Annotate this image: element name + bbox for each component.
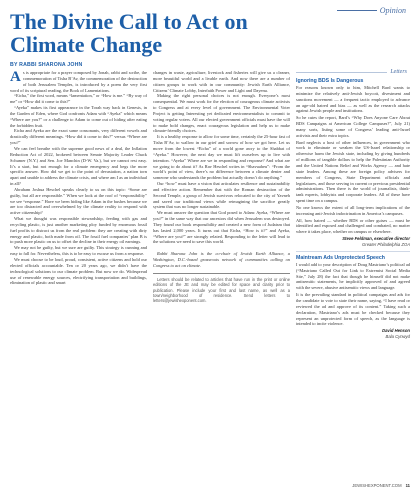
letters-column — [296, 78, 410, 339]
article-paragraph: As is appropriate for a prayer composed by Jonah, rabbi and scribe, the commemoration of Tisha B’Av, the commemoration of the destruction of both Jerusalem Temples, is introduced by a poem the very first word of its scriptural reading, the Book of Lamentations. — [10, 69, 147, 93]
letter-signature — [296, 328, 410, 339]
letter — [296, 255, 410, 339]
letter-paragraph: No one knows the extent of all long-term implications of the increasing anti-Jewish indoctrination in America’s campuses. — [296, 204, 410, 216]
letter-paragraph: It is the prevailing standard in political campaigns and ads for the candidate to vote to state their name, saying, “I have read or reviewed the ad and approve of its content.” Taking such a declaration, Mastriano’s ads must be checked because they represent an unprotected form of speech, as the language is intended to incite violence. — [296, 292, 410, 327]
article-column-2 — [153, 70, 290, 304]
page-number: 11 — [405, 483, 410, 488]
footer-site: JEWISHEXPONENT.COM — [352, 483, 402, 488]
letter-paragraph: I would add to your description of Doug Mastriano’s political ad (“Mastriano Called Out for Link to Extremist Social Media Site,” July 28) the fact that though he himself did not make antisemitic statements, he implicitly approved of and agreed with the severe, abusive antisemitic views and language. — [296, 261, 410, 291]
divider — [296, 72, 387, 73]
article-paragraph: We must answer the question that God posed to Adam: Ayeka, “Where are you?” in the same way that our ancestors did when Jerusalem was destroyed. They found our book responsibility and created a new form of Judaism that has lasted 2,000 years. It turns out that Eicha, “How is it?” and Ayeka, “Where are you?” are strongly related. Responding to the letter will lead to the solutions we need to save this world. — [153, 210, 290, 245]
letters-policy-note: Letters should be related to articles that have run in the print or online editions of the JE and may be edited for space and clarity prior to publication. Please include your first and last name, as well as a town/neighborhood of residence. Send letters to letters@jewishexponent.com. — [153, 276, 290, 304]
divider — [296, 251, 410, 252]
letter-paragraph: So he cutes the report, Bard’s “Why Does Anyone Care About BDS Campaigns at American College Campuses?”, July 21) many sorts, listing some of Congress’ leading anti-Israel activists and their extra topics. — [296, 115, 410, 138]
letter-signature — [296, 236, 410, 247]
section-tag — [337, 6, 406, 15]
letter-paragraph: For reasons known only to him, Mitchell Bard wants to minimize the relatively anti-Jewish boycott, divestment and sanctions movement — a frequent tactic employed to advance an age-old hatred and bias — as well as the research attacks against Jewish people and institutions. — [296, 85, 410, 114]
section-tag-rule — [337, 10, 377, 11]
article-paragraph: “Eicha,” the first word, means “lamentation,” or “How is me.” “By way of me” or “How did it come to this?” — [10, 93, 147, 105]
article-paragraph: changes in waste, agriculture, livestock and fisheries will give us a cleaner, more beautiful world and a livable earth. And now there are a number of citizen groups to work with in our community: Jewish Earth Alliance, Citizens’ Climate Lobby, Interfaith Power and Light and Dayenu. — [153, 70, 290, 93]
letter-heading: Maintream Ads Unprotected Speech — [296, 254, 385, 261]
article-paragraph: Eicha and Ayeka are the exact same consonants, very different vowels and drastically different meanings. “How did it come to this?” versus “Where are you?” — [10, 128, 147, 146]
letter-location: Bala Cynwyd — [385, 333, 410, 339]
article-paragraph: What we thought was responsible stewardship, feeding with gas and recycling plastic, is just another marketing ploy funded by enormous fossil fuel profits to distract us from the real problem: they are creating with dirty energy and plastic, both made from oil. The fossil fuel companies’ plan B is to push more plastic on us to offset the decline in their energy oil earnings. — [10, 216, 147, 245]
letter-heading: Ignoring BDS Is Dangerous — [296, 78, 364, 84]
letter-paragraph: All, how hatred — whether BDS or other guises — must be identified and exposed and challenged and combated, no matter where it takes place, whether on campus or elsewhere. — [296, 217, 410, 235]
byline: BY RABBI SHARONA JOHN — [10, 62, 83, 68]
article-paragraph: We may not be guilty, but we sure are guilty. This strategy is cunning and easy to fall for. Nevertheless, this is to be easy to excuse us from a response. — [10, 245, 147, 257]
letters-header — [296, 69, 410, 75]
letter-location: Greater Philadelphia ZOA — [362, 241, 410, 247]
article-paragraph: Making the right personal choices is not enough. Everyone’s most consequential. We must work for the election of courageous climate activists to Congress and at every level of government. The Environmental Voter Project is getting Interesting yet dedicated environmentalists to commit to voting regular voters. All our elected government officials must have the will to make bold changes, enact courageous legislation and help us to make climate-friendly choices. — [153, 93, 290, 134]
author-bio: Rabbi Sharona John is the co-chair of Jewish Earth Alliance, a Washington, D.C.-based grassroots network of communities calling on Congress to act on climate. — [153, 251, 290, 268]
page-footer — [296, 483, 410, 488]
article-paragraph: It is a healthy response to allow for some time, certainly the 25-hour fast of Tisha B’Av, to wallow in our grief and sorrow of how we got here. Let us move from the lowest “Eicha” of a world gone awry to the Shabbat of “Ayeka.” However, the next day we must lift ourselves up to live with intention. “Ayeka” Where are we in responding and response? And what are we going to do about it? As Rav Heschel writes in “Shavuaheu”: “From the world’s point of view, there’s no difference between a climate denier and someone who understands the problem but actually doesn’t do anything.” — [153, 134, 290, 181]
drop-cap: A — [10, 69, 21, 85]
article-title: The Divine Call to Act on Climate Change — [10, 9, 248, 57]
letter-paragraph: Bard neglects a host of other influences, in government who work to eliminate or weaken the US-Israel relationship or otherwise harm the Jewish state, including by giving hundreds of millions of tangible dollars to help the Palestinian Authority and the United Nations Relief and Works Agency — and hate state leaders. Among these are foreign policy advisers for members of Congress, State Department officials and legislatures, and those serving in current or previous presidential administrations. Then there is the world of journalists, think-tank experts, lobbyists and corporate leaders. All of these have spent time on a campus. — [296, 139, 410, 204]
letters-header-label: Letters — [390, 69, 407, 75]
article-column-1 — [10, 70, 147, 286]
article-paragraph: We can feel breathe with the supreme good news of a deal, the Inflation Reduction Act of 2022, brokered between Senate Majority Leader Chuck Schumer (N.Y.) and Sen. Joe Manchin (D-W. Va.), but we cannot rest easy. It’s a start, but not enough for a climate emergency and begs the more specific answer. How did we get to the point of devastation, a nation torn apart and unable to address the climate crisis, and where am I as an individual in all? — [10, 145, 147, 187]
letter-author: Steve Feldman, executive director — [342, 236, 410, 242]
letter-author: David Henson — [382, 328, 410, 334]
article-paragraph: We must choose to be loud, proud, consistent, active citizens and hold our elected officials accountable. Ten or 20 years ago, we didn’t have the technological solutions to our climate problem. But now we do. Widespread use of renewable energy sources, electrifying transportation and buildings, elimination of plastic and smart — [10, 257, 147, 286]
article-paragraph: Our “how” must have a vision that articulates resilience and sustainability and effective action. Remember that with the Roman destruction of the Second Temple, a group of Jewish survivors relocated to the city of Yavneh and saved our traditional views while reimagining the sacrifice greatly system that was no longer sustainable. — [153, 181, 290, 210]
letter — [296, 78, 410, 247]
divider — [153, 273, 290, 274]
section-tag-label: Opinion — [379, 6, 406, 15]
article-paragraph: “Ayeka” makes its first appearance in the Torah way back in Genesis, in the Garden of Eden, where God confronts Adam with “Ayeka” which means “Where are you?” or a challenge to Adam to come out of hiding after eating the forbidden fruit. — [10, 105, 147, 128]
article-paragraph: Abraham Joshua Heschel speaks clearly to us on this topic: “Some are guilty, but all are responsible.” When we look at the roof of “responsibility” we see “response.” Have we been hiding like Adam in the bushes because we are too distracted and overwhelmed by the climate reality to respond with active citizenship? — [10, 186, 147, 216]
